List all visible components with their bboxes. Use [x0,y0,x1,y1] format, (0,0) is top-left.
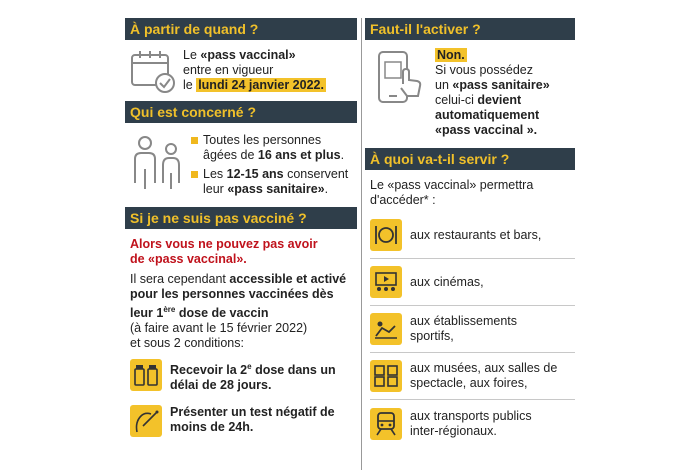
usage-label-restaurants: aux restaurants et bars, [410,227,542,242]
usage-item-restaurants [370,212,575,259]
usage-intro2: d'accéder* : [370,193,436,207]
who-bullets [191,133,351,201]
when-text [183,48,326,93]
section-not-vaccinated [125,229,357,437]
non-highlight: Non. [437,48,465,62]
section-activate [365,46,575,148]
who-b2a: Les [203,167,227,181]
alert-line1: Alors vous ne pouvez pas avoir [130,237,318,251]
who-b1b: 16 ans et plus [257,148,341,162]
usage-item-sports [370,306,575,353]
activate-l2b: «pass sanitaire» [452,78,550,92]
who-bullet-2 [191,167,351,197]
who-b2d: «pass sanitaire» [227,182,325,196]
condition-2-text: Présenter un test négatif de moins de 24h. [170,405,335,435]
section-header-who: Qui est concerné ? [125,101,357,123]
gallery-frames-icon [370,360,402,392]
activate-l2a: un [435,78,453,92]
test-swab-icon [130,405,162,437]
people-icon [129,135,187,195]
who-b2e: . [324,182,329,196]
fitness-icon [370,313,402,345]
when-line1b: «pass vaccinal» [200,48,296,62]
condition-1-text [170,359,340,393]
activate-text [435,48,550,138]
c1a: Recevoir la 2 [170,363,248,378]
who-bullet-1 [191,133,351,163]
who-b1a: Toutes les personnes âgées de [203,133,322,162]
calendar-check-icon [129,47,177,95]
condition-2 [130,405,357,437]
activate-l1: Si vous possédez [435,63,533,77]
usage-label-transport: aux transports publics inter-régionaux. [410,408,532,438]
activate-l3a: celui-ci [435,93,478,107]
usage-label-cinemas: aux cinémas, [410,274,484,289]
activate-l3b: devient [477,93,522,107]
usage-label-sports: aux établissements sportifs, [410,314,518,343]
usage-label-museums: aux musées, aux salles de spectacle, aux foires, [410,361,558,390]
phone-tap-icon [373,48,427,108]
who-b2b: 12-15 ans [226,167,284,181]
section-header-when: À partir de quand ? [125,18,357,40]
when-line2: entre en vigueur [183,63,274,77]
para-e: et sous 2 conditions: [130,336,244,351]
usage-item-transport [370,400,575,447]
column-divider [361,18,362,470]
para-c: dose de vaccin [175,306,269,321]
para-sup: ère [163,305,176,314]
usage-item-cinemas [370,259,575,306]
c1b: dose dans un délai de 28 jours. [170,363,336,393]
conditions-paragraph [130,272,352,351]
cinema-screen-icon [370,266,402,298]
vaccine-vials-icon [130,359,162,391]
activate-l4: automatiquement [435,108,540,122]
section-header-not-vaccinated: Si je ne suis pas vacciné ? [125,207,357,229]
alert-line2: de «pass vaccinal». [130,252,247,266]
when-line1a: Le [183,48,201,62]
usage-intro1: Le «pass vaccinal» permettra [370,178,534,192]
condition-1 [130,359,357,393]
fork-knife-plate-icon [370,219,402,251]
para-b: accessible et activé pour les personnes vaccinées dès leur 1 [130,272,347,321]
para-d: (à faire avant le 15 février 2022) [130,321,308,336]
usage-item-museums [370,353,575,400]
section-header-activate: Faut-il l'activer ? [365,18,575,40]
who-b1c: . [340,148,345,162]
left-column [125,18,357,437]
activate-l5: «pass vaccinal ». [435,123,538,137]
para-a: Il sera cependant [130,272,230,286]
who-b2c: conservent leur [203,167,349,196]
c1sup: e [247,362,252,372]
when-line3a: le [183,78,197,92]
section-when [125,45,357,101]
when-date-highlight: lundi 24 janvier 2022. [198,78,324,92]
train-icon [370,408,402,440]
right-column [365,18,575,447]
section-who [125,129,357,207]
section-header-usage: À quoi va-t-il servir ? [365,148,575,170]
section-usage [365,170,575,447]
